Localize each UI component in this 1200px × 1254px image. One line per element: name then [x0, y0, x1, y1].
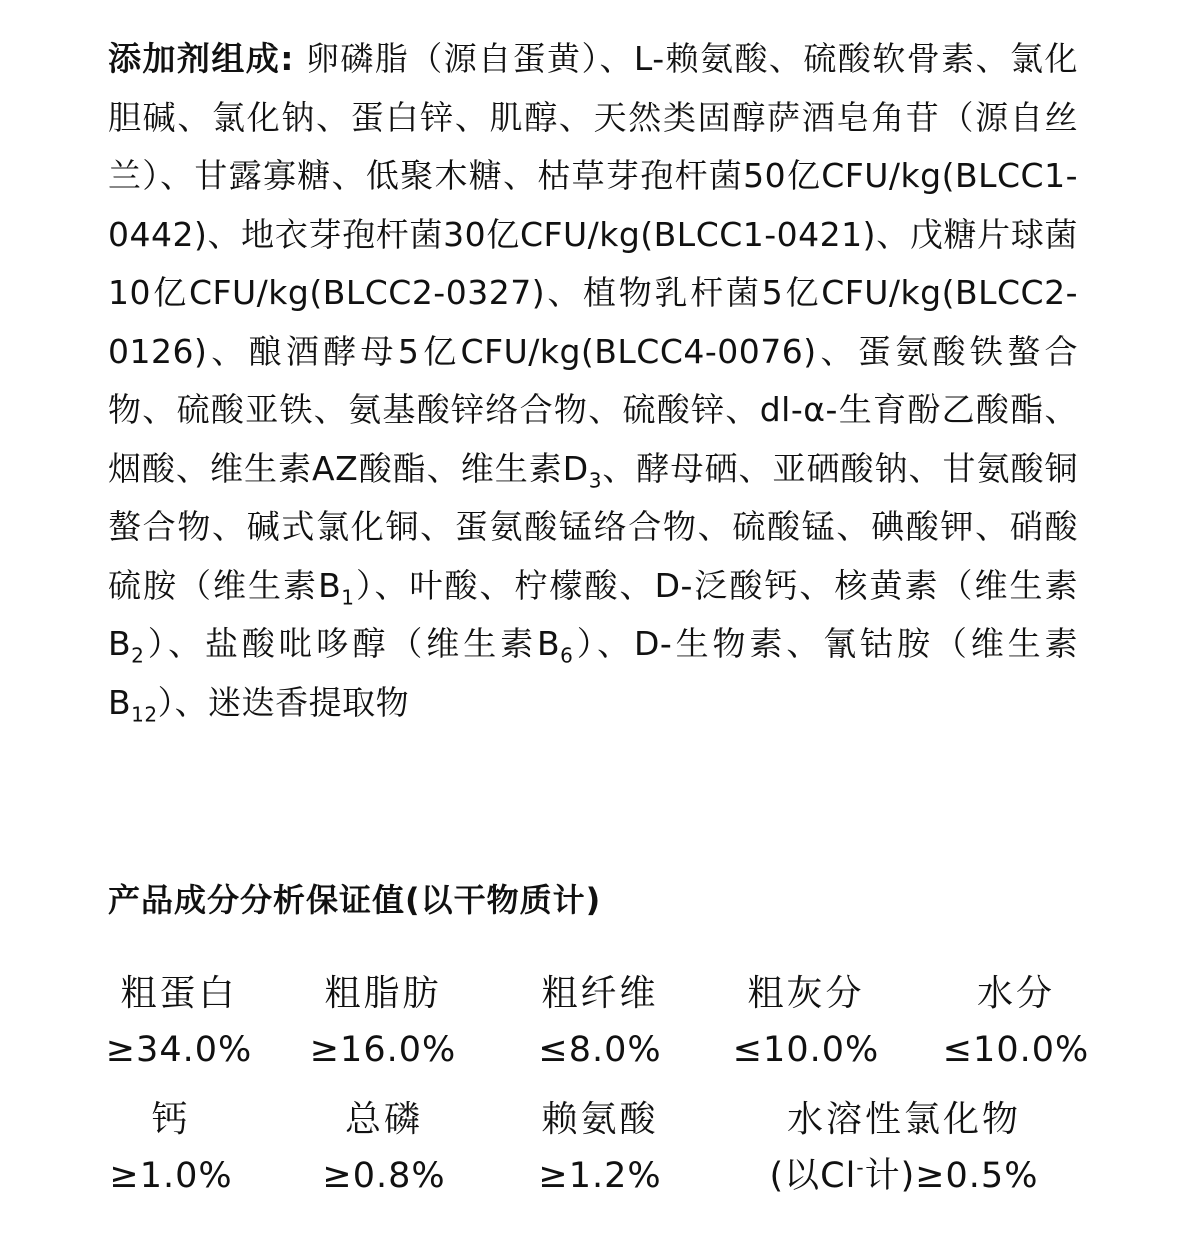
- analysis-item-value: ≤10.0%: [942, 1030, 1090, 1070]
- subscript-b1: 1: [341, 585, 355, 610]
- analysis-item-moisture: [928, 966, 1104, 1078]
- analysis-item-name: 钙: [151, 1099, 191, 1140]
- analysis-item-crude-fiber: [520, 966, 680, 1078]
- subscript-b6: 6: [560, 643, 574, 668]
- analysis-item-name: 粗纤维: [541, 973, 659, 1014]
- additives-label: 添加剂组成:: [108, 39, 294, 78]
- analysis-item-name: 赖氨酸: [541, 1099, 659, 1140]
- analysis-item-name: 水溶性氯化物: [786, 1099, 1021, 1140]
- analysis-item-name: 粗灰分: [747, 973, 865, 1014]
- analysis-item-value: ≤8.0%: [538, 1030, 662, 1070]
- analysis-item-name: 粗蛋白: [120, 973, 238, 1014]
- additives-text-6: ）、迷迭香提取物: [157, 682, 410, 722]
- subscript-d3: 3: [588, 468, 602, 493]
- additives-text-4: ）、盐酸吡哆醇（维生素B: [144, 624, 561, 663]
- analysis-item-crude-protein: [94, 966, 264, 1078]
- analysis-title: 产品成分分析保证值(以干物质计): [108, 881, 602, 919]
- subscript-b2: 2: [131, 643, 145, 668]
- analysis-item-value: [744, 1148, 1064, 1204]
- additives-text-5: ）、D-生物素、氰钴胺（维生素B: [108, 624, 1078, 722]
- analysis-item-value: ≥1.0%: [109, 1156, 233, 1196]
- analysis-item-lysine: [520, 1092, 680, 1204]
- chloride-value-suffix: 计)≥0.5%: [864, 1156, 1039, 1196]
- analysis-item-value: ≥34.0%: [105, 1030, 253, 1070]
- analysis-item-name: 水分: [976, 973, 1055, 1014]
- analysis-item-value: ≥16.0%: [309, 1030, 457, 1070]
- subscript-b12: 12: [131, 702, 158, 727]
- analysis-item-name: 粗脂肪: [324, 973, 442, 1014]
- analysis-item-water-soluble-chloride: [744, 1092, 1064, 1204]
- analysis-grid: [0, 960, 1200, 1240]
- analysis-item-value: ≥1.2%: [538, 1156, 662, 1196]
- additives-text-2: 、酵母硒、亚硒酸钠、甘氨酸铜螯合物、碱式氯化铜、蛋氨酸锰络合物、硫酸锰、碘酸钾、硝酸硫胺（维生素B: [108, 448, 1079, 605]
- analysis-item-crude-fat: [298, 966, 468, 1078]
- analysis-item-total-phosphorus: [306, 1092, 462, 1204]
- chloride-value-prefix: (以Cl: [769, 1156, 857, 1196]
- additives-text-3: ）、叶酸、柠檬酸、D-泛酸钙、核黄素（维生素B: [108, 565, 1079, 663]
- analysis-item-name: 总磷: [344, 1099, 423, 1140]
- analysis-item-value: ≤10.0%: [732, 1030, 880, 1070]
- analysis-item-value: ≥0.8%: [322, 1156, 446, 1196]
- analysis-item-calcium: [96, 1092, 246, 1204]
- analysis-item-crude-ash: [712, 966, 900, 1078]
- additives-paragraph: [108, 30, 1078, 732]
- additives-text-1: 卵磷脂（源自蛋黄）、L-赖氨酸、硫酸软骨素、氯化胆碱、氯化钠、蛋白锌、肌醇、天然类固醇萨酒皂角苷（源自丝兰）、甘露寡糖、低聚木糖、枯草芽孢杆菌50亿CFU/kg(BLCC1-0442)、地衣芽孢杆菌30亿CFU/kg(BLCC1-0421)、戊糖片球菌10亿CFU/kg(BLCC2-0327)、植物乳杆菌5亿CFU/kg(BLCC2-0126)、酿酒酵母5亿CFU/kg(BLCC4-0076)、蛋氨酸铁螯合物、硫酸亚铁、氨基酸锌络合物、硫酸锌、dl-α-生育酚乙酸酯、烟酸、维生素AZ酸酯、维生素D: [108, 39, 1079, 488]
- chloride-superscript: -: [856, 1155, 865, 1180]
